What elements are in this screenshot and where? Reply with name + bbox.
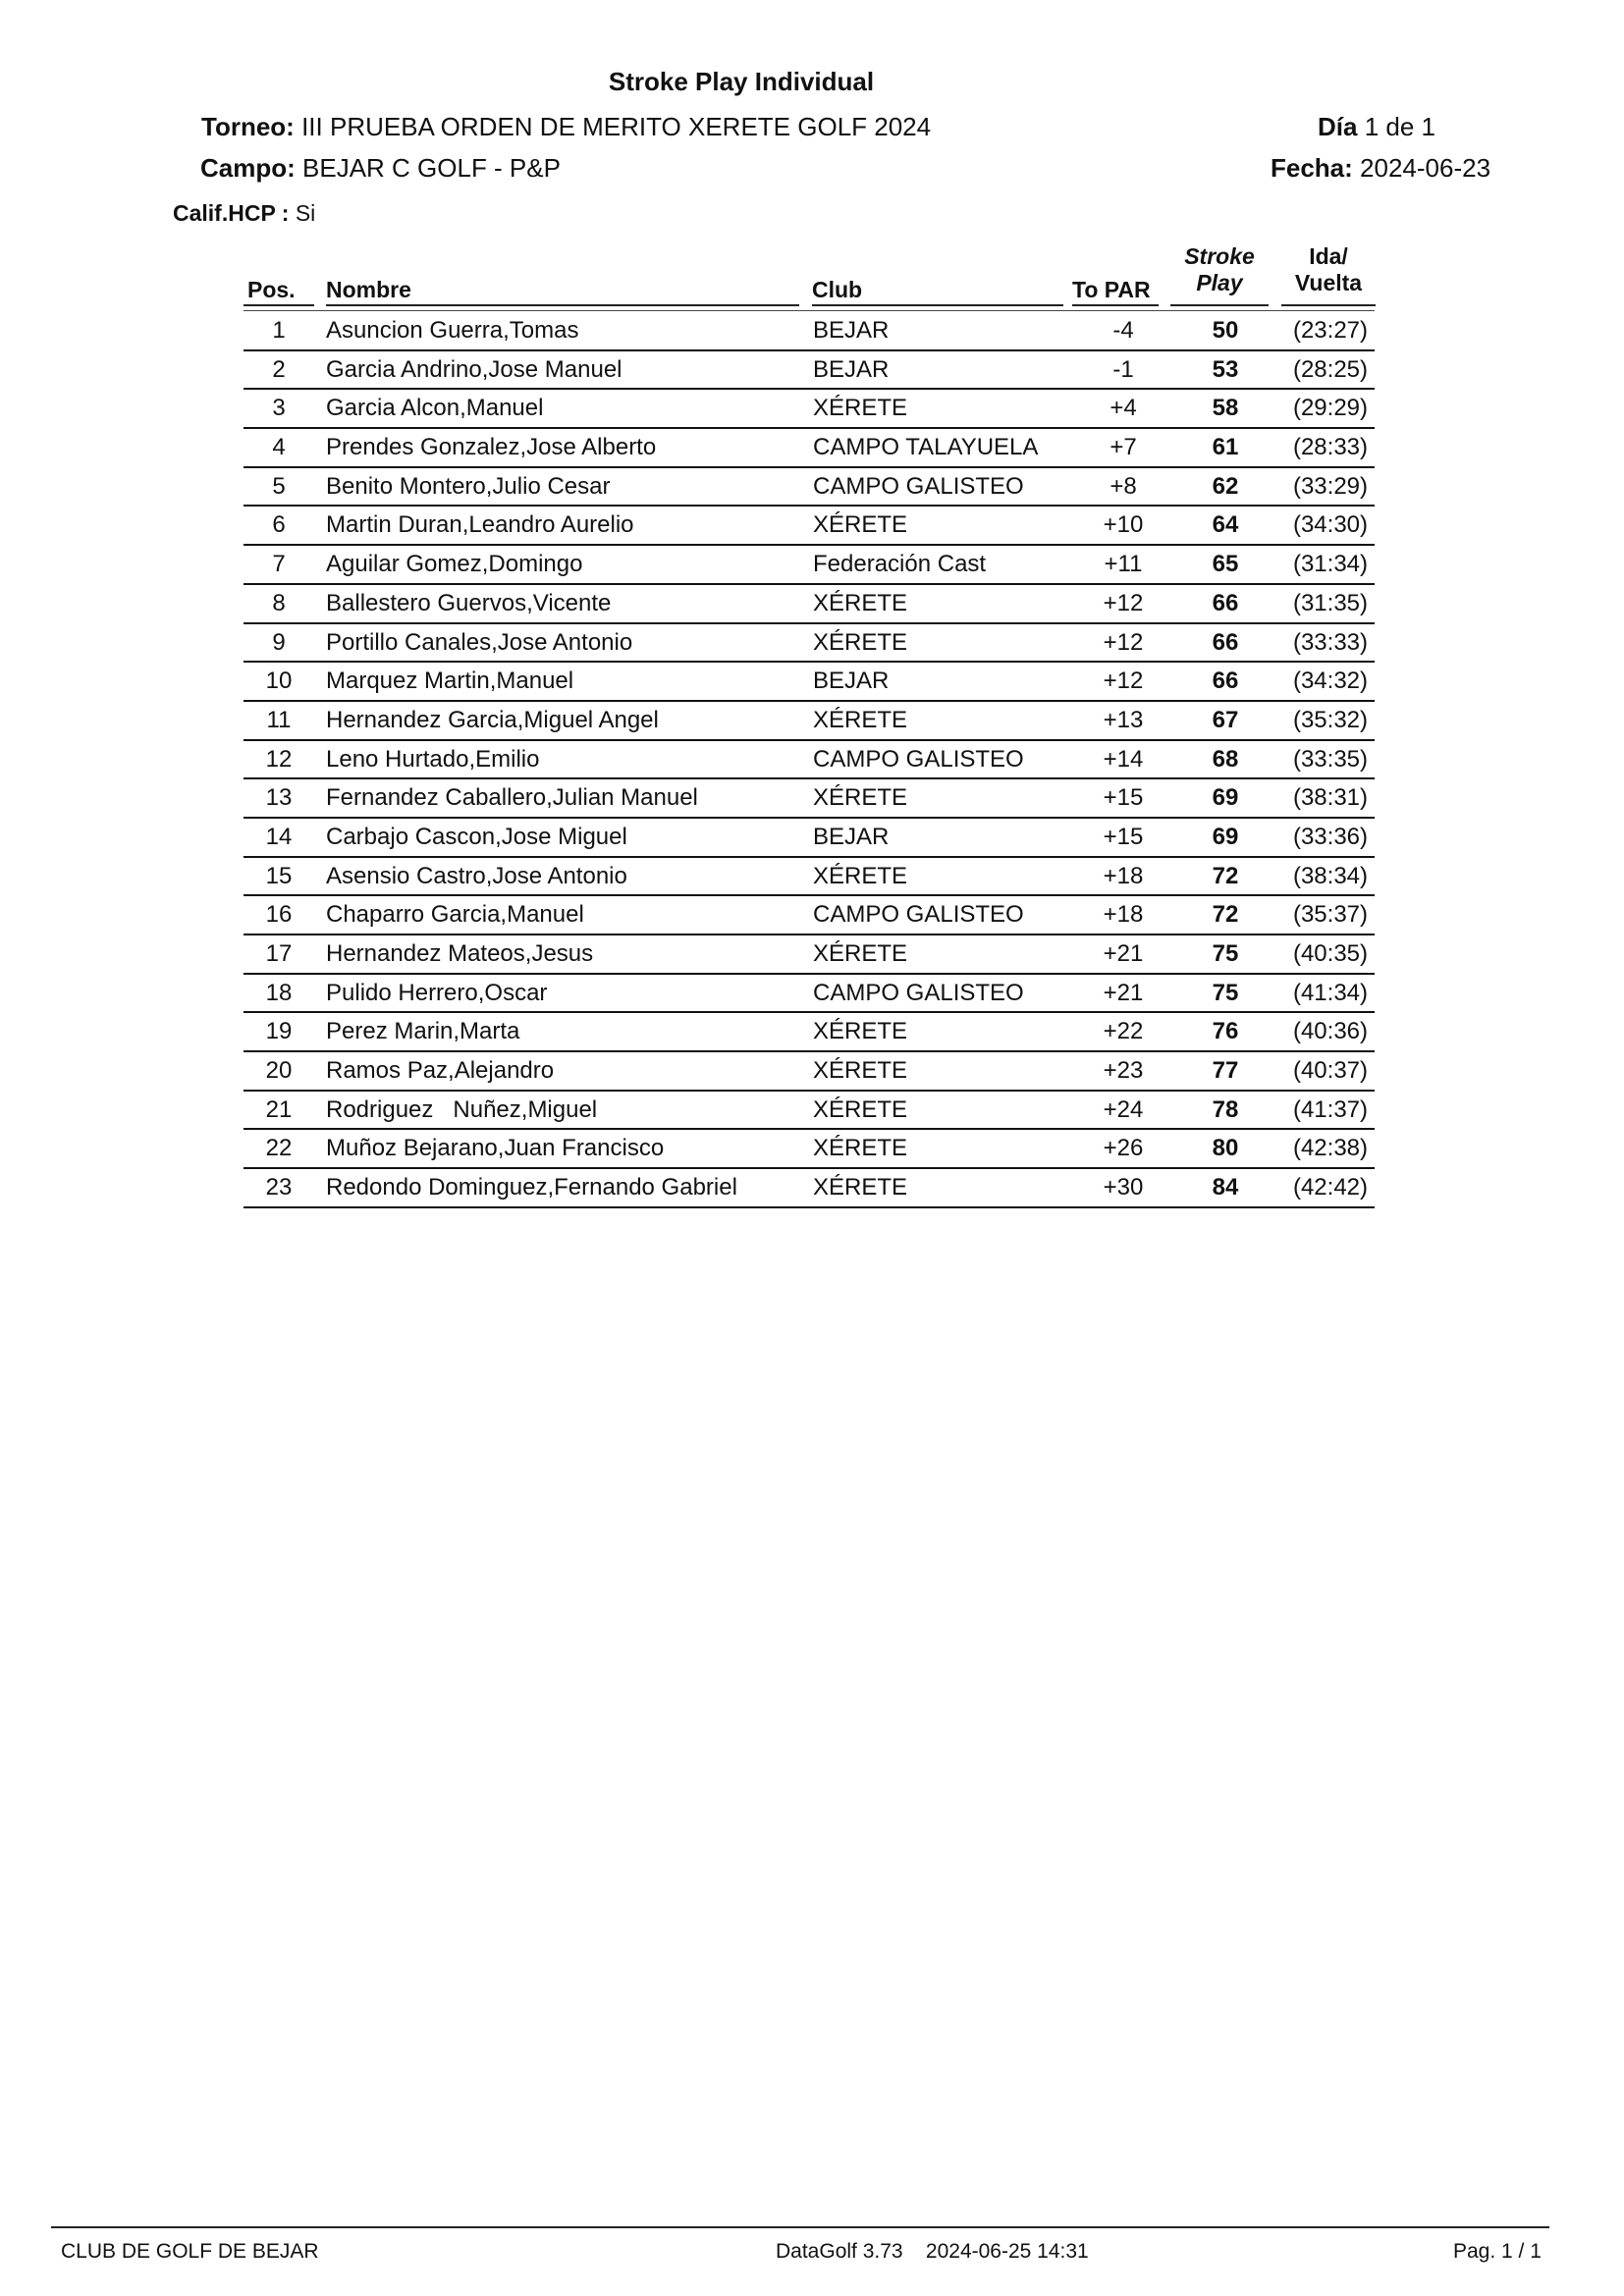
dia-line [1318,112,1435,142]
calif-label: Calif.HCP : [173,200,290,226]
cell-ida-vuelta: (33:35) [1292,745,1369,773]
cell-name: Perez Marin,Marta [326,1018,520,1045]
cell-stroke-play: 72 [1212,862,1239,889]
cell-to-par: +30 [1103,1174,1144,1201]
header-underline [1072,304,1159,306]
table-row [244,819,1375,858]
table-row [244,663,1375,702]
cell-pos: 3 [272,395,286,422]
cell-stroke-play: 66 [1212,667,1239,695]
cell-club: CAMPO GALISTEO [813,979,1024,1006]
cell-to-par: +21 [1103,940,1144,967]
cell-ida-vuelta: (38:34) [1292,862,1369,889]
table-row [244,468,1375,507]
col-stroke [1170,243,1269,296]
cell-club: XÉRETE [813,1095,908,1123]
footer-club: CLUB DE GOLF DE BEJAR [61,2240,319,2263]
cell-name: Redondo Dominguez,Fernando Gabriel [326,1174,737,1201]
cell-club: XÉRETE [813,940,908,967]
table-row [244,935,1375,975]
table-row [244,429,1375,468]
dia-value: 1 de 1 [1364,112,1435,141]
cell-stroke-play: 58 [1212,395,1239,422]
calif-value: Si [295,200,316,226]
cell-club: XÉRETE [813,706,908,733]
cell-pos: 22 [265,1135,293,1162]
calif-line [173,200,315,227]
cell-name: Prendes Gonzalez,Jose Alberto [326,434,657,461]
cell-pos: 14 [265,823,293,850]
cell-name: Ballestero Guervos,Vicente [326,589,612,616]
cell-ida-vuelta: (42:38) [1292,1135,1369,1162]
table-row [244,1169,1375,1208]
cell-to-par: +12 [1103,667,1144,695]
cell-name: Leno Hurtado,Emilio [326,745,540,773]
cell-stroke-play: 77 [1212,1057,1239,1085]
cell-to-par: +26 [1103,1135,1144,1162]
cell-ida-vuelta: (33:29) [1292,472,1369,500]
cell-club: XÉRETE [813,395,908,422]
cell-ida-vuelta: (31:34) [1292,551,1369,578]
cell-pos: 16 [265,901,293,929]
torneo-value: III PRUEBA ORDEN DE MERITO XERETE GOLF 2024 [301,112,932,141]
cell-stroke-play: 50 [1212,317,1239,344]
cell-to-par: +4 [1110,395,1137,422]
cell-ida-vuelta: (34:32) [1292,667,1369,695]
cell-stroke-play: 53 [1212,355,1239,383]
cell-ida-vuelta: (28:33) [1292,434,1369,461]
cell-stroke-play: 67 [1212,706,1239,733]
cell-name: Aguilar Gomez,Domingo [326,551,583,578]
page-title: Stroke Play Individual [608,67,875,96]
cell-to-par: +18 [1103,901,1144,929]
cell-pos: 12 [265,745,293,773]
cell-name: Fernandez Caballero,Julian Manuel [326,784,698,812]
cell-ida-vuelta: (29:29) [1292,395,1369,422]
cell-ida-vuelta: (35:37) [1292,901,1369,929]
cell-stroke-play: 66 [1212,628,1239,656]
cell-club: XÉRETE [813,1018,908,1045]
cell-to-par: +22 [1103,1018,1144,1045]
header-divider [244,310,1375,311]
cell-name: Ramos Paz,Alejandro [326,1057,555,1085]
table-row [244,624,1375,664]
cell-stroke-play: 75 [1212,940,1239,967]
table-row [244,1013,1375,1052]
cell-name: Chaparro Garcia,Manuel [326,901,584,929]
table-row [244,1052,1375,1092]
results-table [244,312,1375,1208]
header-underline [244,304,314,306]
cell-club: XÉRETE [813,862,908,889]
cell-name: Rodriguez Nuñez,Miguel [326,1095,598,1123]
cell-to-par: +15 [1103,823,1144,850]
cell-pos: 5 [272,472,286,500]
col-ida-line1: Ida/ [1309,243,1348,269]
cell-name: Asensio Castro,Jose Antonio [326,862,627,889]
header-underline [326,304,799,306]
table-row [244,975,1375,1014]
cell-stroke-play: 69 [1212,823,1239,850]
cell-club: BEJAR [813,317,890,344]
cell-club: CAMPO GALISTEO [813,901,1024,929]
cell-pos: 1 [272,317,286,344]
col-nombre: Nombre [326,277,411,302]
col-stroke-line1: Stroke [1184,243,1255,269]
table-row [244,741,1375,780]
cell-club: Federación Cast [813,551,987,578]
cell-to-par: +13 [1103,706,1144,733]
cell-pos: 7 [272,551,286,578]
cell-to-par: -4 [1112,317,1134,344]
cell-pos: 9 [272,628,286,656]
cell-pos: 21 [265,1095,293,1123]
header-underline [1281,304,1376,306]
cell-name: Marquez Martin,Manuel [326,667,574,695]
fecha-label: Fecha: [1271,153,1353,183]
cell-to-par: +23 [1103,1057,1144,1085]
col-ida-line2: Vuelta [1294,270,1363,295]
cell-stroke-play: 66 [1212,589,1239,616]
cell-name: Hernandez Mateos,Jesus [326,940,594,967]
cell-pos: 2 [272,355,286,383]
col-pos: Pos. [247,277,296,302]
cell-pos: 10 [265,667,293,695]
cell-ida-vuelta: (33:36) [1292,823,1369,850]
cell-pos: 11 [266,706,292,733]
cell-stroke-play: 65 [1212,551,1239,578]
cell-to-par: +24 [1103,1095,1144,1123]
cell-to-par: -1 [1112,355,1134,383]
dia-label: Día [1318,112,1358,141]
cell-stroke-play: 80 [1212,1135,1239,1162]
cell-ida-vuelta: (41:37) [1292,1095,1369,1123]
table-row [244,546,1375,585]
cell-name: Portillo Canales,Jose Antonio [326,628,633,656]
footer-page: Pag. 1 / 1 [1453,2240,1542,2263]
table-row [244,779,1375,819]
cell-ida-vuelta: (40:35) [1292,940,1369,967]
cell-name: Carbajo Cascon,Jose Miguel [326,823,627,850]
cell-stroke-play: 75 [1212,979,1239,1006]
cell-pos: 19 [265,1018,293,1045]
cell-ida-vuelta: (42:42) [1292,1174,1369,1201]
cell-club: CAMPO GALISTEO [813,472,1024,500]
cell-to-par: +8 [1110,472,1137,500]
table-row [244,702,1375,741]
cell-stroke-play: 68 [1212,745,1239,773]
campo-line [200,153,561,184]
cell-to-par: +12 [1103,628,1144,656]
cell-pos: 6 [272,511,286,539]
col-stroke-line2: Play [1196,270,1243,295]
campo-label: Campo: [200,153,296,183]
footer-software: DataGolf 3.73 2024-06-25 14:31 [776,2240,1089,2263]
table-row [244,312,1375,351]
cell-name: Benito Montero,Julio Cesar [326,472,611,500]
cell-club: XÉRETE [813,589,908,616]
cell-ida-vuelta: (31:35) [1292,589,1369,616]
cell-pos: 13 [265,784,293,812]
cell-ida-vuelta: (28:25) [1292,355,1369,383]
cell-ida-vuelta: (33:33) [1292,628,1369,656]
cell-to-par: +10 [1103,511,1144,539]
cell-stroke-play: 61 [1212,434,1239,461]
cell-ida-vuelta: (34:30) [1292,511,1369,539]
table-row [244,1092,1375,1131]
cell-club: XÉRETE [813,1135,908,1162]
cell-pos: 17 [265,940,293,967]
cell-ida-vuelta: (35:32) [1292,706,1369,733]
cell-club: BEJAR [813,823,890,850]
table-row [244,351,1375,391]
cell-stroke-play: 72 [1212,901,1239,929]
footer-divider [51,2226,1549,2228]
cell-stroke-play: 64 [1212,511,1239,539]
table-row [244,1130,1375,1169]
cell-club: BEJAR [813,355,890,383]
table-row [244,507,1375,546]
cell-ida-vuelta: (41:34) [1292,979,1369,1006]
cell-name: Muñoz Bejarano,Juan Francisco [326,1135,665,1162]
cell-stroke-play: 62 [1212,472,1239,500]
cell-pos: 23 [265,1174,293,1201]
cell-club: XÉRETE [813,511,908,539]
cell-club: XÉRETE [813,784,908,812]
cell-club: CAMPO GALISTEO [813,745,1024,773]
cell-stroke-play: 78 [1212,1095,1239,1123]
col-to-par: To PAR [1072,277,1151,302]
cell-to-par: +7 [1110,434,1137,461]
cell-pos: 8 [272,589,286,616]
cell-pos: 20 [265,1057,293,1085]
torneo-label: Torneo: [201,112,295,141]
table-row [244,585,1375,624]
cell-ida-vuelta: (38:31) [1292,784,1369,812]
cell-club: CAMPO TALAYUELA [813,434,1039,461]
cell-to-par: +14 [1103,745,1144,773]
table-row [244,858,1375,897]
cell-name: Garcia Andrino,Jose Manuel [326,355,623,383]
fecha-value: 2024-06-23 [1360,153,1491,183]
cell-stroke-play: 84 [1212,1174,1239,1201]
cell-club: BEJAR [813,667,890,695]
cell-name: Garcia Alcon,Manuel [326,395,544,422]
cell-to-par: +12 [1103,589,1144,616]
cell-club: XÉRETE [813,1057,908,1085]
cell-club: XÉRETE [813,1174,908,1201]
header-underline [812,304,1063,306]
torneo-line [201,112,931,142]
cell-ida-vuelta: (40:36) [1292,1018,1369,1045]
header-underline [1170,304,1269,306]
cell-stroke-play: 69 [1212,784,1239,812]
col-ida-vuelta [1281,243,1376,296]
cell-to-par: +11 [1104,551,1143,578]
cell-pos: 15 [265,862,293,889]
table-row [244,896,1375,935]
cell-pos: 4 [272,434,286,461]
cell-club: XÉRETE [813,628,908,656]
cell-ida-vuelta: (23:27) [1292,317,1369,344]
cell-name: Pulido Herrero,Oscar [326,979,548,1006]
cell-to-par: +21 [1103,979,1144,1006]
cell-name: Martin Duran,Leandro Aurelio [326,511,634,539]
cell-to-par: +15 [1103,784,1144,812]
campo-value: BEJAR C GOLF - P&P [302,153,561,183]
cell-pos: 18 [265,979,293,1006]
table-row [244,390,1375,429]
col-club: Club [812,277,863,302]
cell-to-par: +18 [1103,862,1144,889]
fecha-line [1271,153,1490,184]
cell-name: Asuncion Guerra,Tomas [326,317,579,344]
cell-stroke-play: 76 [1212,1018,1239,1045]
cell-ida-vuelta: (40:37) [1292,1057,1369,1085]
cell-name: Hernandez Garcia,Miguel Angel [326,706,659,733]
